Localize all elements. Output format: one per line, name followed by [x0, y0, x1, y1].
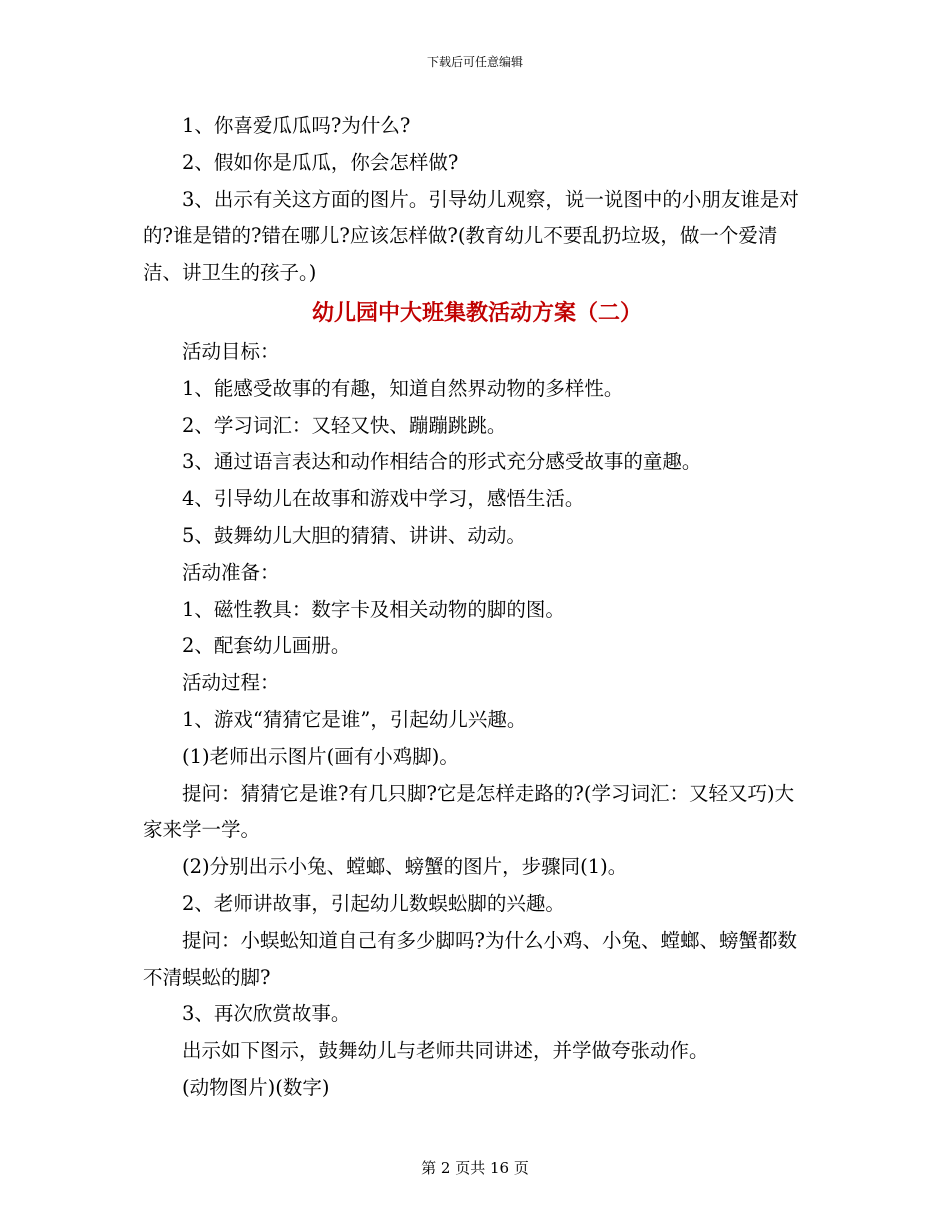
paragraph: 4、引导幼儿在故事和游戏中学习，感悟生活。 [182, 487, 585, 511]
paragraph: 活动过程： [182, 671, 280, 695]
paragraph: 1、游戏“猜猜它是谁”，引起幼儿兴趣。 [182, 707, 527, 731]
paragraph: 2、假如你是瓜瓜，你会怎样做? [182, 150, 459, 174]
page-footer: 第 2 页共 16 页 [421, 1159, 529, 1177]
page-header: 下载后可任意编辑 [426, 55, 523, 69]
paragraph: 提问：猜猜它是谁?有几只脚?它是怎样走路的?(学习词汇：又轻又巧)大家来学一学。 [143, 781, 795, 842]
paragraph: 2、学习词汇：又轻又快、蹦蹦跳跳。 [182, 413, 507, 437]
document-body [143, 108, 811, 1107]
paragraph: 2、老师讲故事，引起幼儿数蜈蚣脚的兴趣。 [182, 891, 565, 915]
paragraph: 5、鼓舞幼儿大胆的猜猜、讲讲、动动。 [182, 523, 526, 547]
paragraph: 活动准备： [182, 560, 280, 584]
paragraph: 活动目标： [182, 339, 280, 363]
paragraph: 3、出示有关这方面的图片。引导幼儿观察，说一说图中的小朋友谁是对的?谁是错的?错在哪儿?应该怎样做?(教育幼儿不要乱扔垃圾，做一个爱清洁、讲卫生的孩子。) [143, 187, 799, 285]
paragraph: 3、再次欣赏故事。 [182, 1002, 351, 1026]
paragraph: 1、能感受故事的有趣，知道自然界动物的多样性。 [182, 376, 624, 400]
paragraph: 1、你喜爱瓜瓜吗?为什么? [182, 114, 411, 137]
paragraph: (动物图片)(数字) [182, 1075, 330, 1099]
paragraph: 出示如下图示，鼓舞幼儿与老师共同讲述，并学做夸张动作。 [182, 1039, 709, 1063]
paragraph: (2)分别出示小兔、螳螂、螃蟹的图片，步骤同(1)。 [182, 855, 628, 879]
paragraph: 3、通过语言表达和动作相结合的形式充分感受故事的童趣。 [182, 450, 702, 474]
section-title: 幼儿园中大班集教活动方案（二） [311, 299, 642, 326]
paragraph: 提问：小蜈蚣知道自己有多少脚吗?为什么小鸡、小兔、螳螂、螃蟹都数不清蜈蚣的脚? [143, 928, 797, 989]
paragraph: 1、磁性教具：数字卡及相关动物的脚的图。 [182, 597, 565, 621]
paragraph: 2、配套幼儿画册。 [182, 634, 351, 658]
paragraph: (1)老师出示图片(画有小鸡脚)。 [182, 744, 459, 768]
